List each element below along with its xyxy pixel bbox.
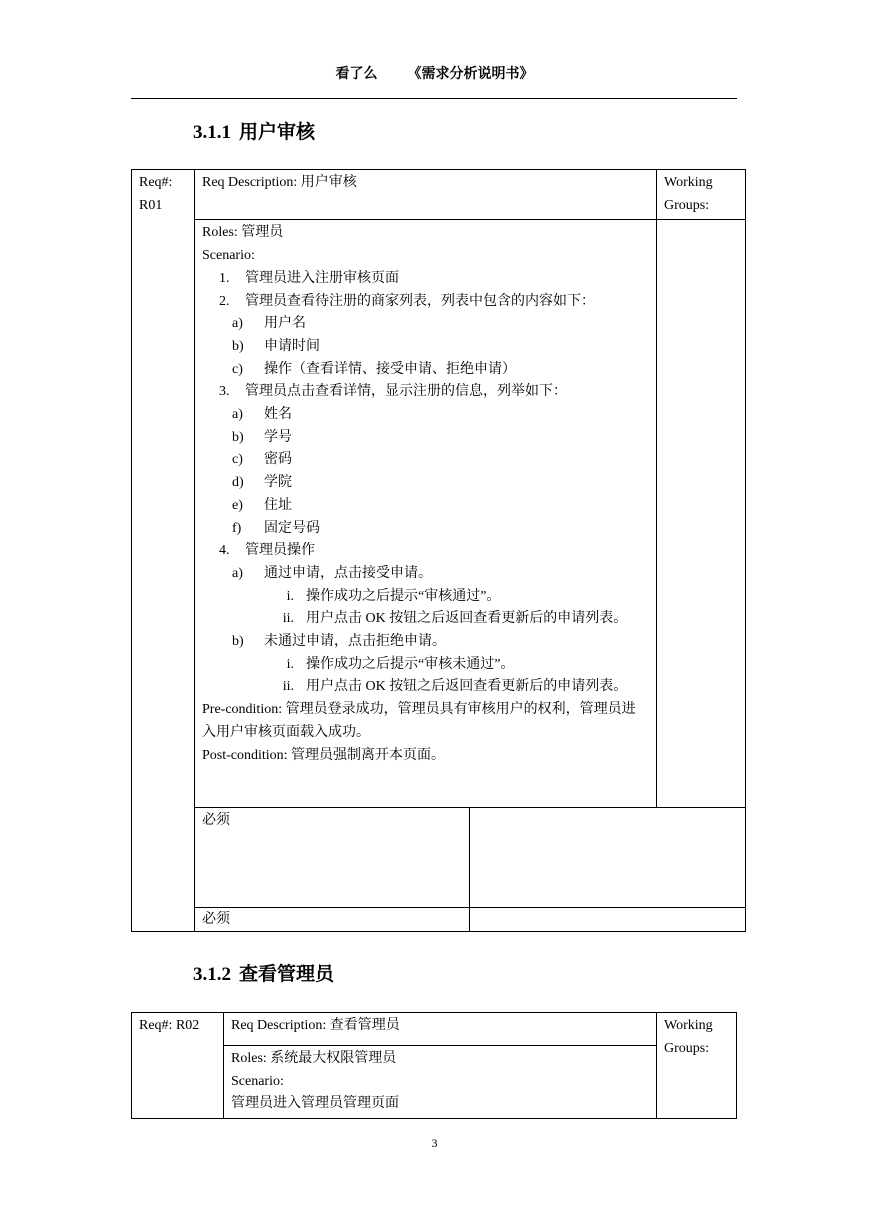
page-header: [0, 63, 869, 83]
scenario-subsubstep: [202, 586, 649, 609]
step-text: 学号: [264, 429, 292, 445]
header-rule: [131, 98, 737, 99]
scenario-substep: [202, 472, 649, 495]
req-description: Req Description: 用户审核: [195, 170, 657, 220]
step-number: i.: [286, 656, 294, 672]
step-number: 2.: [219, 293, 230, 309]
postcondition: Post-condition: 管理员强制离开本页面。: [202, 747, 446, 763]
step-text: 姓名: [264, 407, 292, 423]
section-number: 3.1.2: [193, 964, 231, 985]
step-number: c): [232, 361, 243, 377]
step-text: 管理员点击查看详情，显示注册的信息，列举如下：: [245, 384, 567, 400]
scenario-label: Scenario:: [202, 248, 255, 264]
step-text: 未通过申请，点击拒绝申请。: [264, 634, 446, 650]
step-number: i.: [286, 588, 294, 604]
scenario-substep: [202, 336, 649, 359]
roles: Roles: 管理员: [202, 225, 284, 241]
section-heading-3-1-2: [193, 959, 334, 986]
scenario-substep: [202, 359, 649, 382]
step-text: 用户点击 OK 按钮之后返回查看更新后的申请列表。: [306, 611, 628, 627]
requirement-table-r01: [131, 169, 746, 932]
scenario-substep: [202, 518, 649, 541]
step-text: 用户名: [264, 316, 306, 332]
step-text: 学院: [264, 475, 292, 491]
scenario-subsubstep: [202, 676, 649, 699]
working-groups: Working Groups:: [657, 170, 746, 220]
scenario-subsubstep: [202, 608, 649, 631]
req-description: Req Description: 查看管理员: [224, 1013, 657, 1046]
step-number: b): [232, 429, 244, 445]
step-number: 1.: [219, 270, 230, 286]
step-number: b): [232, 634, 244, 650]
working-groups-body: [657, 220, 746, 808]
priority-note-cell: [470, 808, 746, 908]
scenario-cell: [195, 220, 657, 808]
section-title: 查看管理员: [239, 964, 335, 985]
scenario-substep: [202, 449, 649, 472]
step-number: ii.: [282, 611, 294, 627]
header-app-name: 看了么: [335, 67, 378, 82]
scenario-substep: [202, 563, 649, 586]
scenario-step: [202, 268, 649, 291]
step-number: f): [232, 520, 242, 536]
scenario-substep: [202, 495, 649, 518]
section-heading-3-1-1: [193, 117, 315, 144]
priority-note-cell: [470, 908, 746, 932]
step-text: 住址: [264, 497, 292, 513]
req-id: R01: [139, 197, 163, 213]
step-number: 4.: [219, 543, 230, 559]
section-number: 3.1.1: [193, 122, 231, 143]
step-number: a): [232, 316, 243, 332]
roles: Roles: 系统最大权限管理员: [231, 1051, 397, 1066]
step-number: a): [232, 407, 243, 423]
precondition: Pre-condition: 管理员登录成功，管理员具有审核用户的权利，管理员进入用户审核页面载入成功。: [202, 702, 636, 740]
step-text: 用户点击 OK 按钮之后返回查看更新后的申请列表。: [306, 679, 628, 695]
step-text: 操作成功之后提示“审核通过”。: [306, 588, 501, 604]
scenario-substep: [202, 631, 649, 654]
header-doc-title: 《需求分析说明书》: [407, 67, 534, 82]
scenario-substep: [202, 427, 649, 450]
step-number: ii.: [282, 679, 294, 695]
scenario-step: 管理员进入管理员管理页面: [231, 1096, 399, 1112]
step-text: 申请时间: [264, 338, 320, 354]
step-text: 操作（查看详情、接受申请、拒绝申请）: [264, 361, 516, 377]
step-number: c): [232, 452, 243, 468]
step-text: 通过申请，点击接受申请。: [264, 565, 432, 581]
step-number: e): [232, 497, 243, 513]
scenario-step: [202, 291, 649, 314]
scenario-step: [202, 540, 649, 563]
scenario-substep: [202, 313, 649, 336]
step-number: a): [232, 565, 243, 581]
priority-cell: 必须: [195, 808, 470, 908]
step-text: 密码: [264, 452, 292, 468]
requirement-table-r02: [131, 1012, 737, 1119]
step-text: 固定号码: [264, 520, 320, 536]
scenario-label: Scenario:: [231, 1073, 284, 1089]
priority-cell: 必须: [195, 908, 470, 932]
scenario-cell: [224, 1046, 657, 1119]
step-text: 操作成功之后提示“审核未通过”。: [306, 656, 515, 672]
step-text: 管理员查看待注册的商家列表，列表中包含的内容如下：: [245, 293, 595, 309]
scenario-subsubstep: [202, 654, 649, 677]
req-id-cell: [132, 170, 195, 932]
req-id-cell: Req#: R02: [132, 1013, 224, 1119]
page-number: 3: [431, 1136, 438, 1150]
section-title: 用户审核: [239, 122, 316, 143]
step-text: 管理员进入注册审核页面: [245, 270, 399, 286]
working-groups: Working Groups:: [657, 1013, 737, 1119]
step-number: d): [232, 475, 244, 491]
req-id-label: Req#:: [139, 175, 173, 190]
scenario-step: [202, 381, 649, 404]
step-number: b): [232, 338, 244, 354]
step-text: 管理员操作: [245, 543, 315, 559]
step-number: 3.: [219, 384, 230, 400]
scenario-substep: [202, 404, 649, 427]
